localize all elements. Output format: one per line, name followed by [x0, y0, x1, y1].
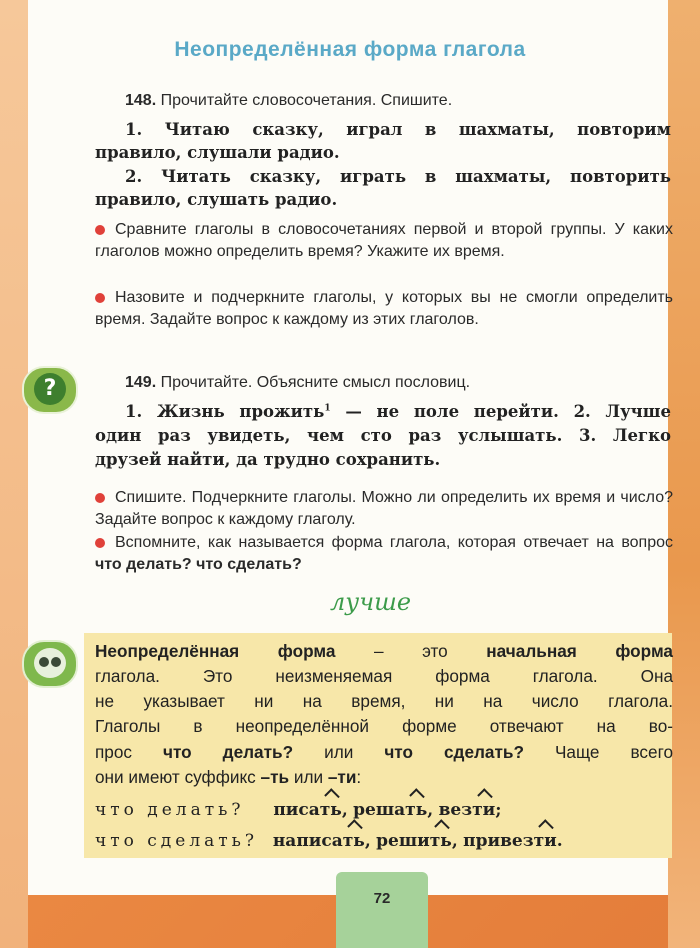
task-149-bullet-1: Спишите. Подчеркните глаголы. Можно ли определить их время и число? Задайте вопрос к каждому глаголу.: [95, 489, 673, 528]
rule-line-2: глагола. Это неизменяемая форма глагола. Она: [95, 666, 673, 686]
rule-line-4: Глаголы в неопределённой форме отвечают на во-: [95, 716, 673, 736]
page-title: Неопределённая форма глагола: [174, 38, 526, 61]
bullet-icon: [95, 293, 105, 303]
example-verb-reshit: решить,: [376, 831, 458, 851]
task-149-bullet-2: Вспомните, как называется форма глагола, которая отвечает на вопрос что делать? что сделать?: [95, 534, 673, 573]
example-question-2: что сделать?: [95, 831, 259, 851]
owl-icon: [22, 640, 78, 688]
right-margin-strip: [668, 0, 700, 948]
rule-line-5: прос что делать? или что сделать? Чаще всего: [95, 742, 674, 762]
task-149-line-2: один раз увидеть, чем сто раз услышать. 3. Легко: [95, 426, 671, 445]
bullet-icon: [95, 493, 105, 503]
example-verb-napisat: написать,: [272, 831, 371, 851]
bullet-icon: [95, 225, 105, 235]
task-149-number: 149.: [125, 374, 157, 391]
task-148-heading: [125, 92, 452, 110]
rule-example-2: [95, 831, 563, 851]
task-149-instruction: Прочитайте. Объясните смысл пословиц.: [160, 374, 471, 391]
task-148-line-1b: правило, слушали радио.: [95, 143, 340, 162]
rule-example-1: [95, 800, 502, 820]
example-verb-pisat: писать,: [273, 800, 348, 820]
task-148-line-2b: правило, слушать радио.: [95, 190, 338, 209]
task-148-bullet-1: Сравните глаголы в словосочетаниях первой и второй группы. У каких глаголов можно определить время? Укажите их время.: [95, 221, 673, 260]
script-word-luchshe: лучше: [330, 588, 412, 616]
task-148-line-1a: 1. Читаю сказку, играл в шахматы, повторим: [125, 120, 671, 139]
footnote-mark: 1: [324, 403, 331, 414]
rule-line-3: не указывает ни на время, ни на число глагола.: [95, 691, 673, 711]
question-icon: ?: [22, 366, 78, 414]
task-149-line-1: 1. Жизнь прожить$^1$ — не поле перейти. 2. Лучше: [125, 402, 671, 421]
task-149-heading: [125, 374, 470, 392]
rule-line-6: они имеют суффикс –ть или –ти:: [95, 767, 362, 787]
task-148-bullet-2: Назовите и подчеркните глаголы, у которых вы не смогли определить время. Задайте вопрос к каждому из этих глаголов.: [95, 289, 673, 328]
left-margin-strip: [0, 0, 28, 948]
example-verb-vezti: везти;: [438, 800, 502, 820]
task-149-line-3: друзей найти, да трудно сохранить.: [95, 450, 441, 469]
task-148-instruction: Прочитайте словосочетания. Спишите.: [160, 92, 453, 109]
page-number-tab: [336, 872, 428, 948]
rule-line-1: Неопределённая форма – это начальная форма: [95, 641, 673, 661]
task-148-number: 148.: [125, 92, 157, 109]
example-verb-reshat: решать,: [353, 800, 434, 820]
bullet-icon: [95, 538, 105, 548]
example-question-1: что делать?: [95, 800, 245, 820]
task-148-line-2a: 2. Читать сказку, играть в шахматы, повторить: [125, 167, 671, 186]
page-number: 72: [373, 890, 391, 907]
example-verb-privezti: привезти.: [463, 831, 563, 851]
